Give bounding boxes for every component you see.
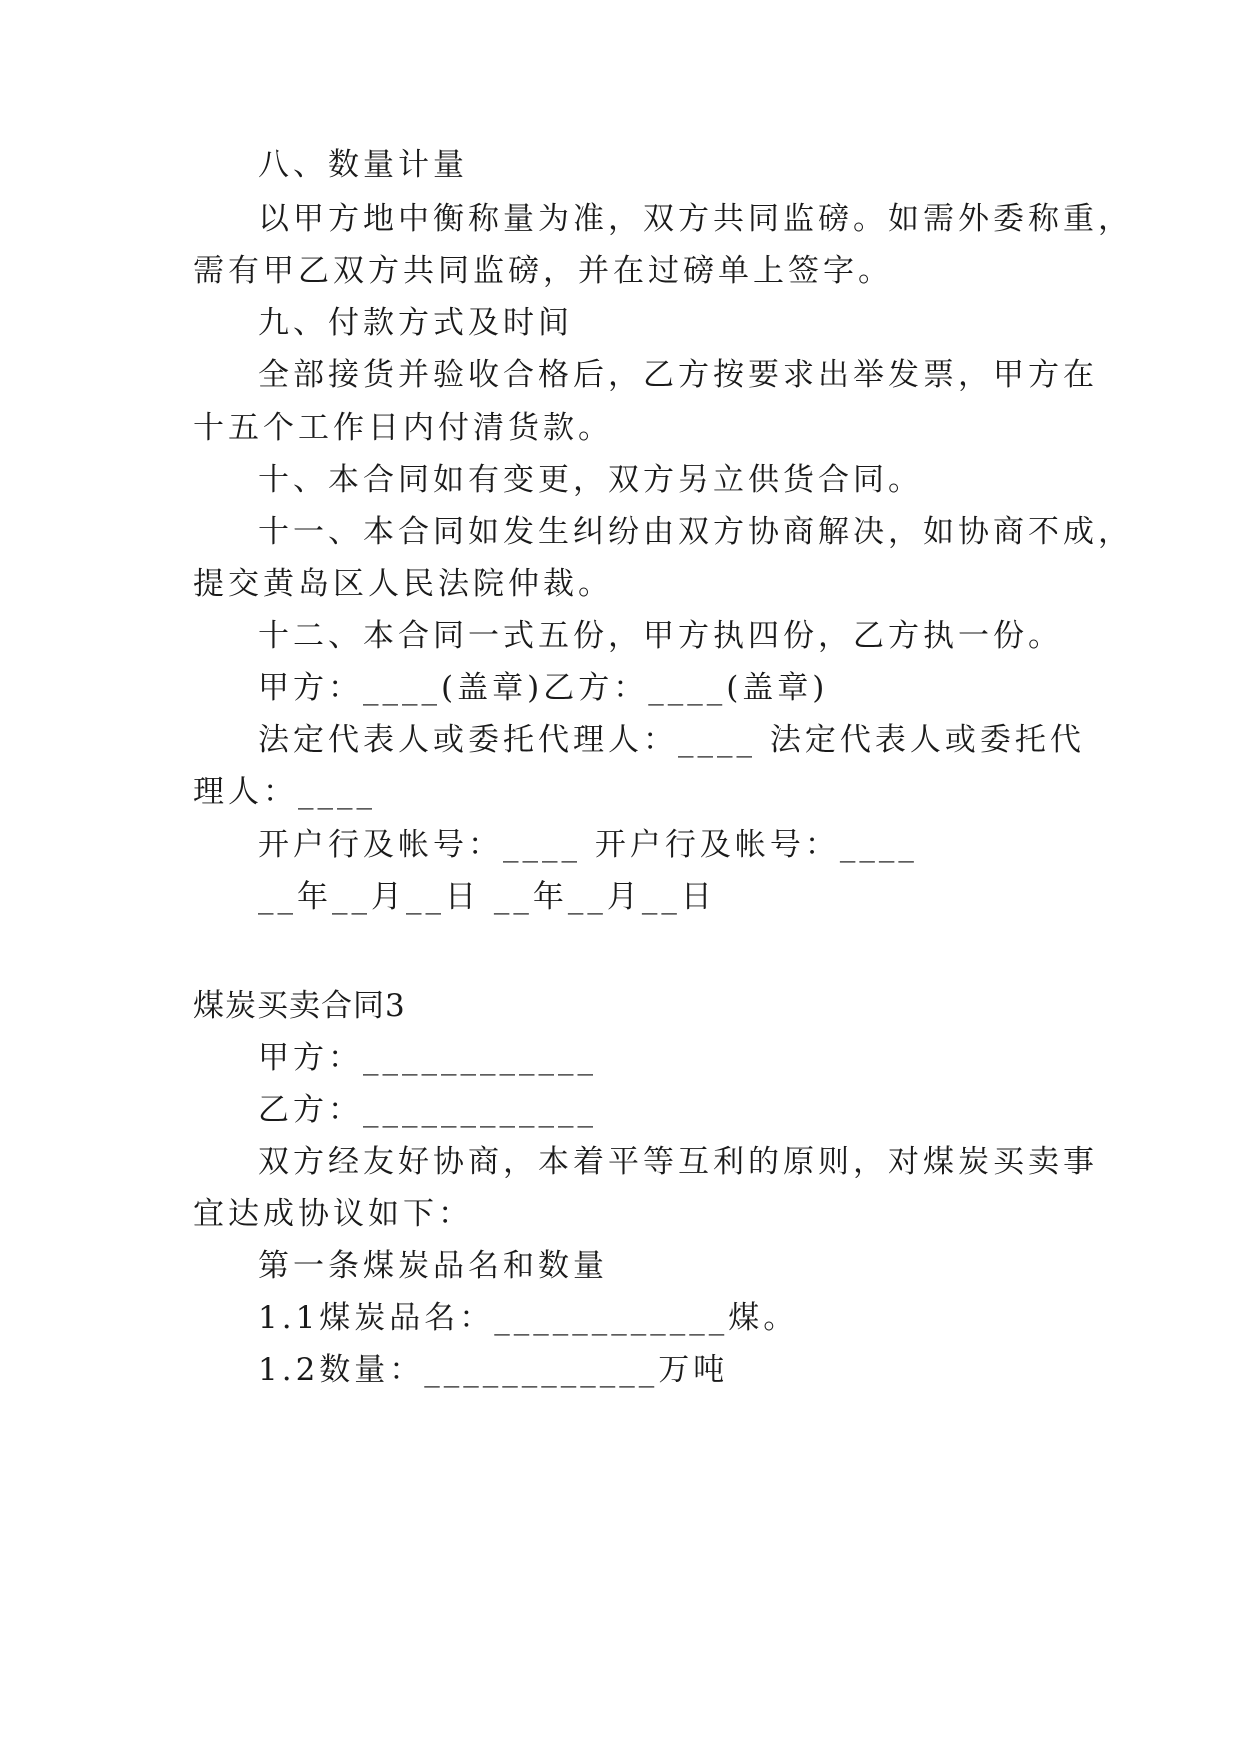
signature-bank-account: 开户行及帐号：____ 开户行及帐号：____ — [258, 827, 918, 863]
contract-3-intro-line-1: 双方经友好协商，本着平等互利的原则，对煤炭买卖事 — [258, 1144, 1098, 1180]
contract-3-intro-line-2: 宜达成协议如下： — [193, 1196, 473, 1232]
signature-representative-line-1: 法定代表人或委托代理人：____ 法定代表人或委托代 — [258, 722, 1085, 758]
section-8-body-line-2: 需有甲乙双方共同监磅，并在过磅单上签字。 — [193, 253, 893, 289]
contract-3-item-1-2: 1.2数量：____________万吨 — [258, 1352, 729, 1388]
contract-3-title: 煤炭买卖合同3 — [193, 988, 406, 1024]
section-9-body-line-2: 十五个工作日内付清货款。 — [193, 410, 613, 446]
contract-3-party-b: 乙方：____________ — [258, 1092, 597, 1128]
section-9-heading: 九、付款方式及时间 — [258, 305, 573, 341]
section-11-line-2: 提交黄岛区人民法院仲裁。 — [193, 566, 613, 602]
contract-3-item-1-1: 1.1煤炭品名：____________煤。 — [258, 1300, 799, 1336]
section-9-body-line-1: 全部接货并验收合格后，乙方按要求出举发票，甲方在 — [258, 357, 1098, 393]
section-12: 十二、本合同一式五份，甲方执四份，乙方执一份。 — [258, 618, 1063, 654]
contract-3-party-a: 甲方：____________ — [258, 1040, 597, 1076]
signature-parties: 甲方：____(盖章)乙方：____(盖章) — [258, 670, 829, 706]
signature-representative-line-2: 理人：____ — [193, 774, 376, 810]
section-10: 十、本合同如有变更，双方另立供货合同。 — [258, 462, 923, 498]
section-8-body-line-1: 以甲方地中衡称量为准，双方共同监磅。如需外委称重， — [258, 201, 1133, 237]
section-8-heading: 八、数量计量 — [258, 147, 468, 183]
contract-3-article-1-heading: 第一条煤炭品名和数量 — [258, 1248, 608, 1284]
section-11-line-1: 十一、本合同如发生纠纷由双方协商解决，如协商不成， — [258, 514, 1133, 550]
signature-date: __年__月__日 __年__月__日 — [258, 879, 716, 915]
